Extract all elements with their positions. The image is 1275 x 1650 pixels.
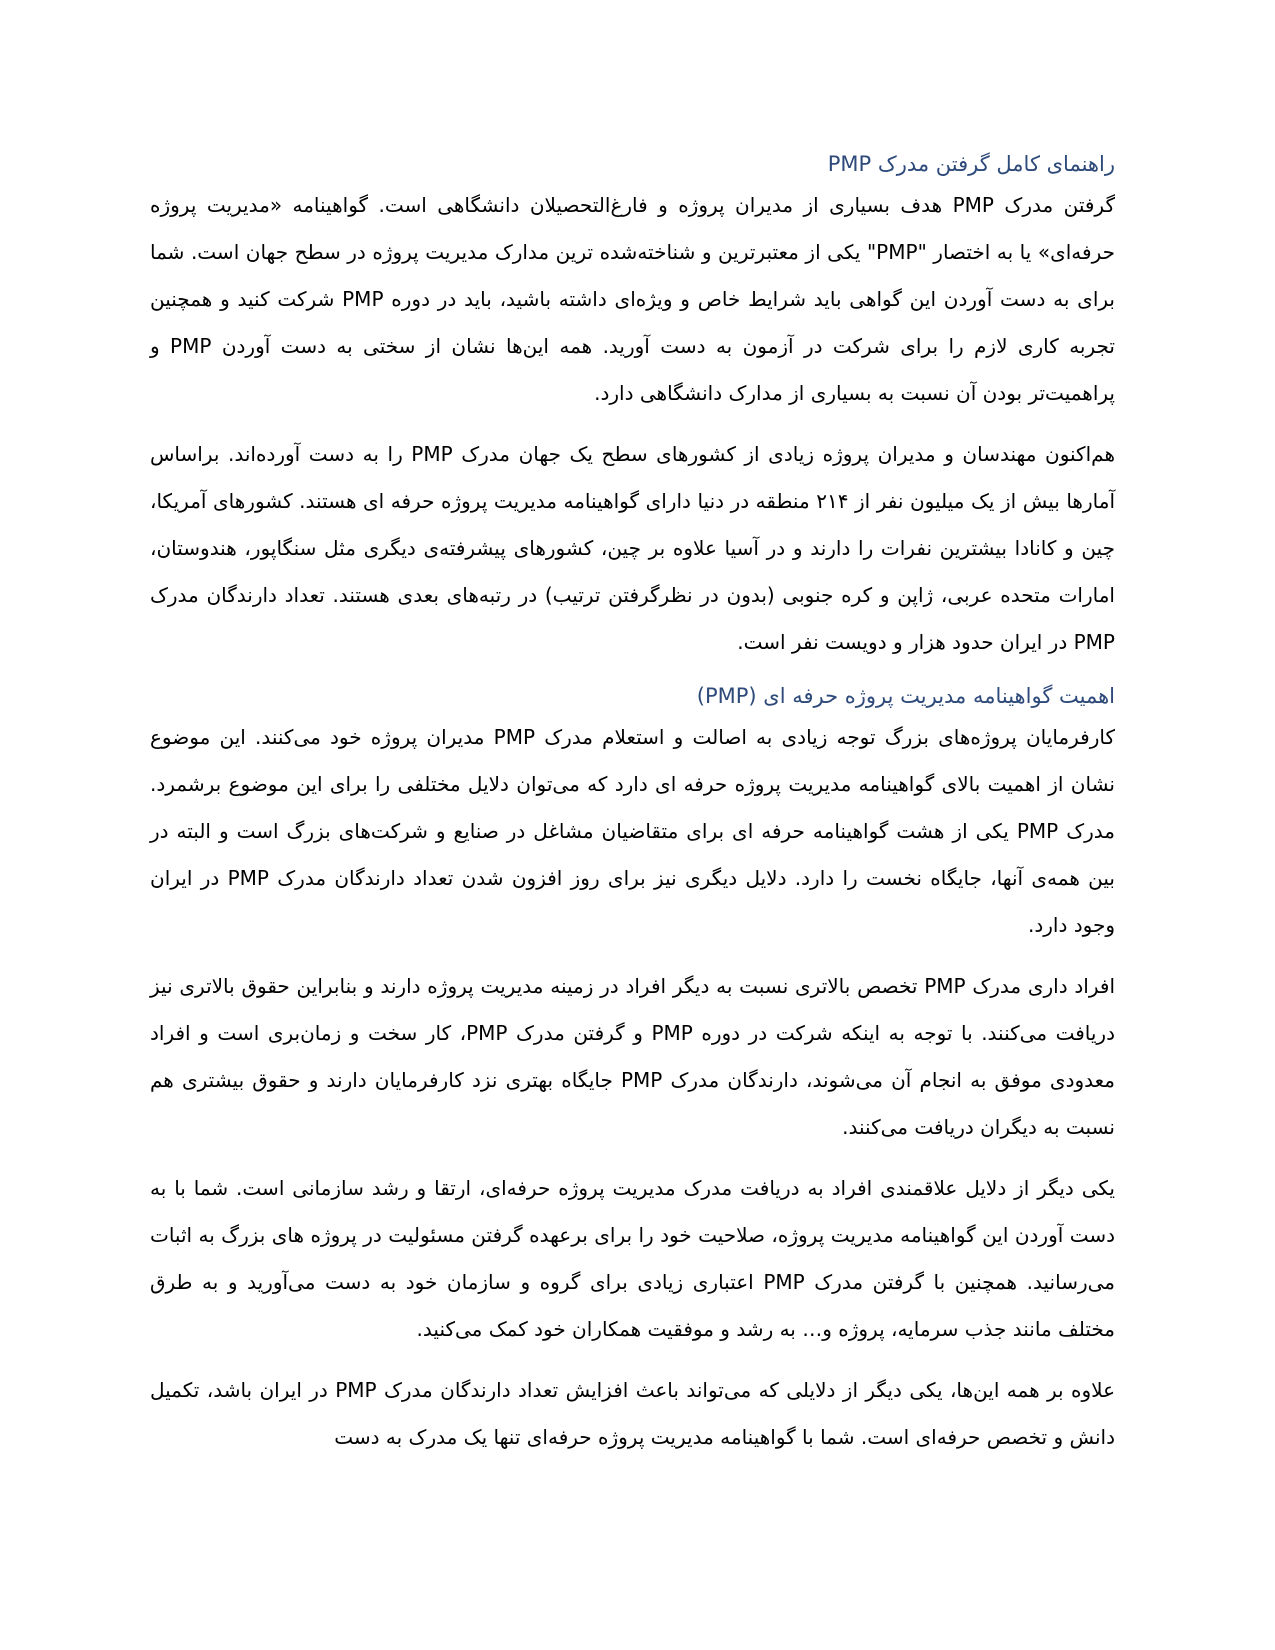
paragraph-statistics: هم‌اکنون مهندسان و مدیران پروژه زیادی از کشورهای سطح یک جهان مدرک PMP را به دست آورده‌اند. براساس آمارها بیش از یک میلیون نفر از ۲۱۴ منطقه در دنیا دارای گواهینامه مدیریت پروژه حرفه ای هستند. کشورهای آمریکا، چین و کانادا بیشترین نفرات را دارند و در آسیا علاوه بر چین، کشورهای پیشرفته‌ی دیگری مثل سنگاپور، هندوستان، امارات متحده عربی، ژاپن و کره جنوبی (بدون در نظرگرفتن ترتیب) در رتبه‌های بعدی هستند. تعداد دارندگان مدرک PMP در ایران حدود هزار و دویست نفر است. xyxy=(150,442,1115,654)
paragraph-employers: کارفرمایان پروژه‌های بزرگ توجه زیادی به اصالت و استعلام مدرک PMP مدیران پروژه خود می‌کنند. این موضوع نشان از اهمیت بالای گواهینامه مدیریت پروژه حرفه ای دارد که می‌توان دلایل مختلفی را برای این موضوع برشمرد. مدرک PMP یکی از هشت گواهینامه حرفه ای برای متقاضیان مشاغل در صنایع و شرکت‌های بزرگ است و البته در بین همه‌ی آنها، جایگاه نخست را دارد. دلایل دیگری نیز برای روز افزون شدن تعداد دارندگان مدرک PMP در ایران وجود دارد. xyxy=(150,725,1116,937)
heading-pmp-guide: راهنمای کامل گرفتن مدرک PMP xyxy=(827,152,1115,176)
paragraph-intro: گرفتن مدرک PMP هدف بسیاری از مدیران پروژه و فارغ‌التحصیلان دانشگاهی است. گواهینامه «مدیریت پروژه حرفه‌ای» یا به اختصار "PMP" یکی از معتبرترین و شناخته‌شده ترین مدارک مدیریت پروژه در سطح جهان است. شما برای به دست آوردن این گواهی باید شرایط خاص و ویژه‌ای داشته باشید، باید در دوره PMP شرکت کنید و همچنین تجربه کاری لازم را برای شرکت در آزمون به دست آورید. همه این‌ها نشان از سختی به دست آوردن PMP و پراهمیت‌تر بودن آن نسبت به بسیاری از مدارک دانشگاهی دارد. xyxy=(150,193,1115,405)
paragraph-growth: یکی دیگر از دلایل علاقمندی افراد به دریافت مدرک مدیریت پروژه حرفه‌ای، ارتقا و رشد سازمانی است. شما با به دست آوردن این گواهینامه مدیریت پروژه، صلاحیت خود را برای برعهده گرفتن مسئولیت در پروژه های بزرگ به اثبات می‌رسانید. همچنین با گرفتن مدرک PMP اعتباری زیادی برای گروه و سازمان خود به دست می‌آورید و به طرق مختلف مانند جذب سرمایه، پروژه و… به رشد و موفقیت همکاران خود کمک می‌کنید. xyxy=(150,1176,1116,1341)
heading-pmp-importance: اهمیت گواهینامه مدیریت پروژه حرفه ای (PMP) xyxy=(696,684,1115,708)
paragraph-salary: افراد داری مدرک PMP تخصص بالاتری نسبت به دیگر افراد در زمینه مدیریت پروژه دارند و بنابراین حقوق بالاتری نیز دریافت می‌کنند. با توجه به اینکه شرکت در دوره PMP و گرفتن مدرک PMP، کار سخت و زمان‌بری است و افراد معدودی موفق به انجام آن می‌شوند، دارندگان مدرک PMP جایگاه بهتری نزد کارفرمایان دارند و حقوق بیشتری هم نسبت به دیگران دریافت می‌کنند. xyxy=(150,974,1116,1139)
paragraph-knowledge: علاوه بر همه این‌ها، یکی دیگر از دلایلی که می‌تواند باعث افزایش تعداد دارندگان مدرک PMP در ایران باشد، تکمیل دانش و تخصص حرفه‌ای است. شما با گواهینامه مدیریت پروژه حرفه‌ای تنها یک مدرک به دست xyxy=(150,1378,1116,1449)
document-page xyxy=(150,148,1115,1475)
